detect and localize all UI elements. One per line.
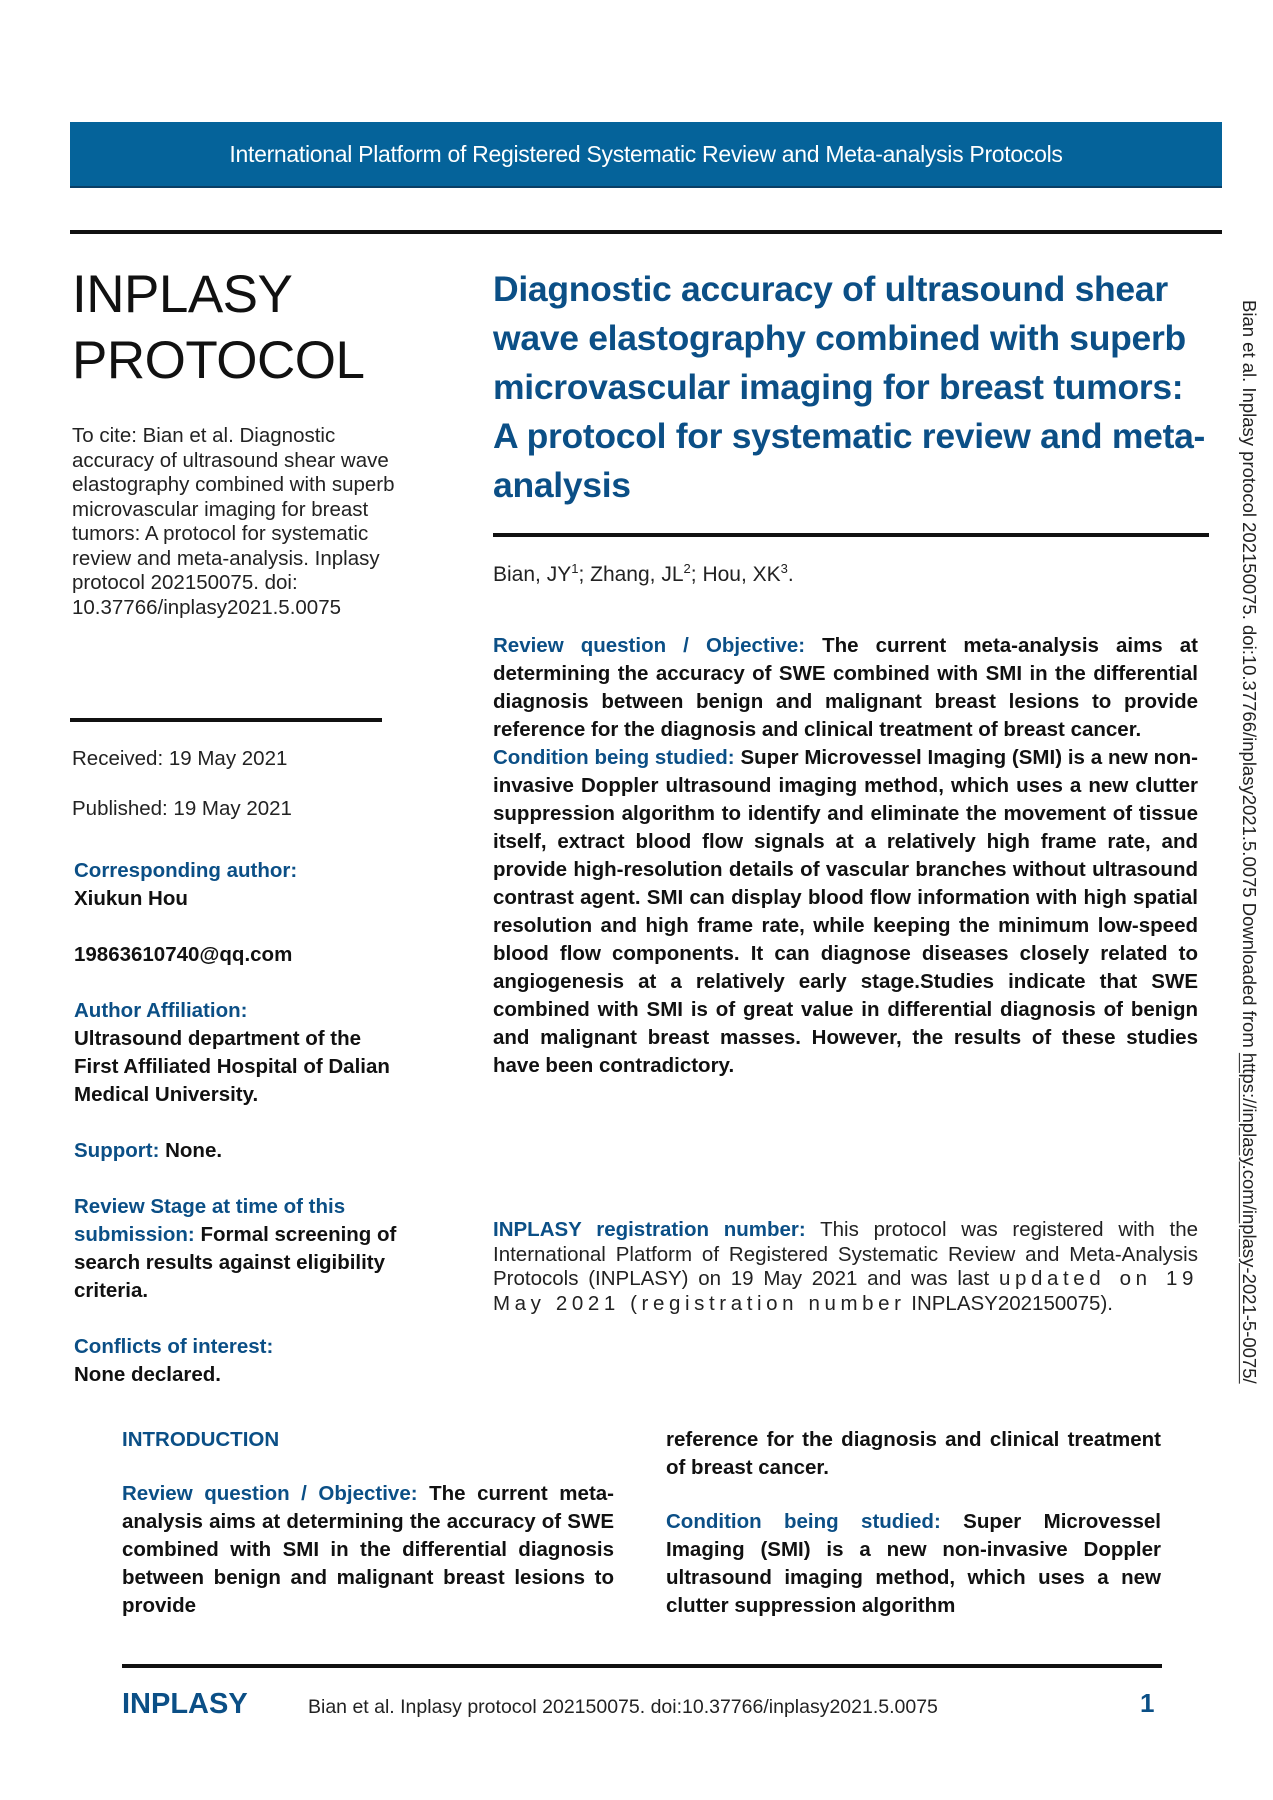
protocol-heading-line1: INPLASY bbox=[72, 265, 293, 324]
conflicts-label: Conflicts of interest: bbox=[74, 1335, 274, 1358]
email-block bbox=[74, 941, 419, 969]
introduction-column-1 bbox=[122, 1426, 614, 1620]
review-question-paragraph bbox=[493, 632, 1198, 744]
review-stage-label: Review Stage at time of this submission: bbox=[74, 1195, 346, 1246]
author-1: Bian, $JY^1$; bbox=[493, 561, 591, 586]
condition-text: Super Microvessel Imaging (SMI) is a new non-invasive Doppler ultrasound imaging method, which uses a new clutter suppression algorithm to identify and eliminate the movement of tissue itself, extract blood flow signals at a relatively high frame rate, and provide high-resolution details of vascular branches without ultrasound contrast agent. SMI can display blood flow information with high spatial resolution and high frame rate, while keeping the minimum low-speed blood flow components. It can diagnose diseases closely related to angiogenesis at a relatively early stage.Studies indicate that SWE combined with SMI is of great value in differential diagnosis of benign and malignant breast masses. However, the results of these studies have been contradictory. bbox=[493, 746, 1199, 1077]
abstract bbox=[493, 632, 1198, 1080]
review-question-label: Review question / Objective: bbox=[493, 634, 806, 657]
received-date: Received: 19 May 2021 bbox=[72, 747, 288, 770]
side-note-text: Bian et al. Inplasy protocol 202150075. doi:10.37766/inplasy2021.5.0075 Downloaded from bbox=[1239, 300, 1260, 1053]
support-label: Support: bbox=[74, 1139, 160, 1162]
affiliation-block bbox=[74, 997, 419, 1109]
registration-text-1: This protocol was registered with the International Platform of Registered Systematic Review and Meta-Analysis Protocols (INPLASY) on 19 May 2021 and was last bbox=[493, 1218, 1199, 1290]
review-stage-block bbox=[74, 1193, 424, 1305]
registration-text-spaced: updated on 19 May 2021 (registration number bbox=[493, 1267, 1198, 1315]
citation-text: To cite: Bian et al. Diagnostic accuracy of ultrasound shear wave elastography combined with superb microvascular imaging for breast tumors: A protocol for systematic review and meta-analysis. Inplasy protocol 202150075. doi: 10.37766/inplasy2021.5.0075 bbox=[72, 424, 395, 619]
protocol-heading-line2: PROTOCOL bbox=[72, 331, 365, 390]
introduction-column-2 bbox=[666, 1426, 1161, 1620]
condition-paragraph bbox=[493, 744, 1198, 1080]
registration-label: INPLASY registration number: bbox=[493, 1218, 806, 1241]
conflicts-text: None declared. bbox=[74, 1363, 221, 1386]
condition-label: Condition being studied: bbox=[493, 746, 735, 769]
support-text: None. bbox=[159, 1139, 223, 1162]
protocol-heading bbox=[72, 262, 402, 394]
review-question-text: The current meta-analysis aims at determining the accuracy of SWE combined with SMI in the differential diagnosis between benign and malignant breast lesions to provide reference for the diagnosis and clinical treatment of breast cancer. bbox=[493, 634, 1198, 741]
download-side-note bbox=[1238, 300, 1260, 1384]
footer-brand: INPLASY bbox=[122, 1688, 248, 1720]
support-block bbox=[74, 1137, 419, 1165]
registration-paragraph bbox=[493, 1218, 1198, 1316]
author-2: Zhang, $JL^2$; bbox=[590, 561, 703, 586]
conflicts-block bbox=[74, 1333, 419, 1389]
author-3: Hou, $XK^3$. bbox=[702, 561, 794, 586]
top-divider bbox=[70, 230, 1222, 234]
affiliation-label: Author Affiliation: bbox=[74, 999, 248, 1022]
title-divider bbox=[493, 533, 1209, 537]
footer-citation: Bian et al. Inplasy protocol 202150075. doi:10.37766/inplasy2021.5.0075 bbox=[308, 1696, 938, 1718]
intro-review-question-text: The current meta-analysis aims at determining the accuracy of SWE combined with SMI in the differential diagnosis between benign and malignant breast lesions to provide bbox=[122, 1482, 614, 1617]
registration-text-2: INPLASY202150075). bbox=[905, 1291, 1113, 1315]
intro-condition-text: Super Microvessel Imaging (SMI) is a new non-invasive Doppler ultrasound imaging method, which uses a new clutter suppression algorithm bbox=[666, 1510, 1161, 1617]
affiliation-text: Ultrasound department of the First Affiliated Hospital of Dalian Medical University. bbox=[74, 1027, 390, 1106]
intro-review-question bbox=[122, 1480, 614, 1620]
corresponding-author-block bbox=[74, 857, 419, 913]
corresponding-author-label: Corresponding author: bbox=[74, 859, 298, 882]
author-email-link[interactable]: 19863610740@qq.com bbox=[74, 943, 293, 966]
download-link[interactable]: https://inplasy.com/inplasy-2021-5-0075/ bbox=[1239, 1052, 1260, 1384]
sidebar bbox=[72, 262, 402, 620]
intro-continuation: reference for the diagnosis and clinical treatment of breast cancer. bbox=[666, 1428, 1161, 1479]
intro-condition bbox=[666, 1508, 1161, 1620]
article-title: Diagnostic accuracy of ultrasound shear wave elastography combined with superb microvascular imaging for breast tumors: A protocol for systematic review and meta-analysis bbox=[493, 269, 1206, 505]
corresponding-author-name: Xiukun Hou bbox=[74, 887, 188, 910]
review-stage-text: Formal screening of search results against eligibility criteria. bbox=[74, 1223, 397, 1302]
footer-divider bbox=[122, 1664, 1162, 1668]
published-date: Published: 19 May 2021 bbox=[72, 797, 292, 820]
platform-banner bbox=[70, 122, 1222, 188]
sidebar-divider bbox=[70, 718, 382, 722]
introduction-heading: INTRODUCTION bbox=[122, 1428, 280, 1451]
intro-condition-label: Condition being studied: bbox=[666, 1510, 941, 1533]
intro-review-question-label: Review question / Objective: bbox=[122, 1482, 418, 1505]
page-number: 1 bbox=[1140, 1688, 1155, 1718]
banner-text: International Platform of Registered Systematic Review and Meta-analysis Protocols bbox=[229, 140, 1063, 167]
author-list bbox=[493, 563, 794, 587]
